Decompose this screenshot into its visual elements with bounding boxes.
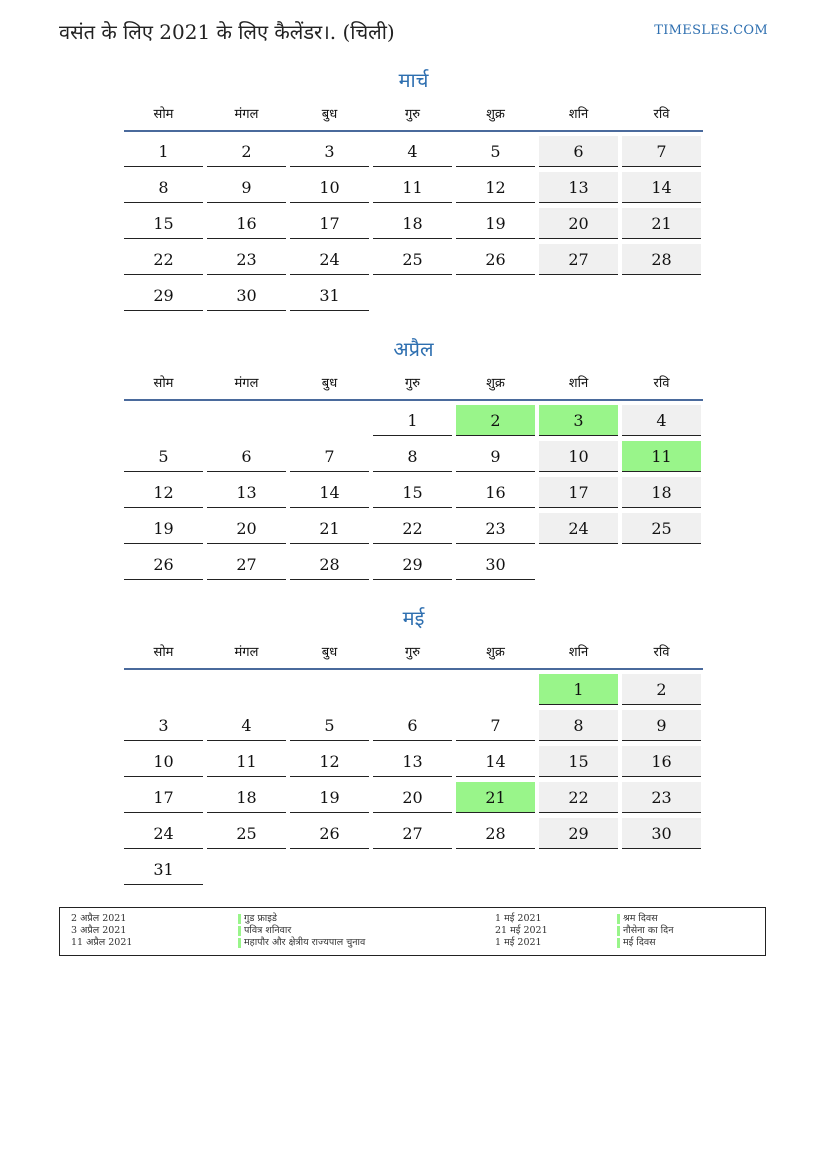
weekday-label: गुरु [404,645,421,660]
legend-holiday-name: महापौर और क्षेत्रीय राज्यपाल चुनाव [238,937,365,949]
day-cell[interactable]: 13 [207,477,286,508]
day-cell[interactable]: 24 [124,818,203,849]
day-cell[interactable]: 31 [124,854,203,885]
page-title: वसंत के लिए 2021 के लिए कैलेंडर।. (चिली) [59,20,395,44]
day-cell[interactable]: 11 [622,441,701,472]
day-cell[interactable]: 29 [539,818,618,849]
day-cell[interactable]: 25 [622,513,701,544]
empty-cell [290,674,369,705]
day-cell[interactable]: 3 [539,405,618,436]
day-cell[interactable]: 22 [373,513,452,544]
weekday-label: सोम [153,376,174,391]
empty-cell [456,674,535,705]
weekday-label: रवि [653,107,670,122]
holiday-legend [59,907,766,956]
weekday-label: शनि [568,107,589,122]
day-cell[interactable]: 10 [290,172,369,203]
day-cell[interactable]: 26 [456,244,535,275]
day-cell[interactable]: 4 [207,710,286,741]
day-cell[interactable]: 9 [622,710,701,741]
day-cell[interactable]: 21 [456,782,535,813]
day-cell[interactable]: 20 [373,782,452,813]
day-cell[interactable]: 15 [124,208,203,239]
weekday-label: मंगल [234,107,259,122]
weekday-label: मंगल [234,376,259,391]
day-cell[interactable]: 22 [539,782,618,813]
weekday-label: मंगल [234,645,259,660]
day-cell[interactable]: 24 [290,244,369,275]
day-cell[interactable]: 13 [539,172,618,203]
weekday-label: सोम [153,645,174,660]
day-cell[interactable]: 18 [622,477,701,508]
day-cell[interactable]: 6 [539,136,618,167]
day-grid [124,674,703,890]
legend-date: 11 अप्रैल 2021 [71,937,133,948]
legend-holiday-name: पवित्र शनिवार [238,925,291,937]
empty-cell [124,674,203,705]
legend-holiday-name: श्रम दिवस [617,913,658,925]
month-name: मई [402,606,425,630]
day-cell[interactable]: 17 [290,208,369,239]
day-grid [124,136,703,316]
day-cell[interactable]: 27 [539,244,618,275]
day-cell[interactable]: 27 [373,818,452,849]
day-cell[interactable]: 8 [124,172,203,203]
day-cell[interactable]: 17 [124,782,203,813]
month-march [124,66,703,316]
month-name: मार्च [398,68,429,92]
weekday-label: शुक्र [486,107,505,122]
day-cell[interactable]: 7 [290,441,369,472]
day-cell[interactable]: 20 [207,513,286,544]
day-cell[interactable]: 22 [124,244,203,275]
day-cell[interactable]: 28 [622,244,701,275]
day-cell[interactable]: 6 [207,441,286,472]
day-cell[interactable]: 26 [290,818,369,849]
empty-cell [207,674,286,705]
empty-cell [290,405,369,436]
day-cell[interactable]: 10 [539,441,618,472]
day-cell[interactable]: 23 [622,782,701,813]
day-cell[interactable]: 3 [124,710,203,741]
day-cell[interactable]: 31 [290,280,369,311]
day-cell[interactable]: 4 [622,405,701,436]
day-cell[interactable]: 23 [207,244,286,275]
weekday-label: गुरु [404,107,421,122]
day-cell[interactable]: 12 [124,477,203,508]
month-name: अप्रैल [393,337,434,361]
day-cell[interactable]: 18 [207,782,286,813]
legend-holiday-name: मई दिवस [617,937,656,949]
legend-holiday-name: गुड फ्राइडे [238,913,277,925]
day-cell[interactable]: 30 [622,818,701,849]
empty-cell [373,674,452,705]
day-cell[interactable]: 2 [622,674,701,705]
weekday-header [124,644,703,670]
day-cell[interactable]: 14 [290,477,369,508]
legend-holiday-name: नौसेना का दिन [617,925,673,937]
weekday-label: बुध [321,376,338,391]
day-cell[interactable]: 29 [124,280,203,311]
legend-date: 21 मई 2021 [495,925,548,936]
day-cell[interactable]: 2 [207,136,286,167]
day-cell[interactable]: 6 [373,710,452,741]
day-cell[interactable]: 27 [207,549,286,580]
day-cell[interactable]: 14 [456,746,535,777]
day-cell[interactable]: 19 [290,782,369,813]
month-april [124,335,703,585]
day-cell[interactable]: 5 [124,441,203,472]
day-cell[interactable]: 23 [456,513,535,544]
day-cell[interactable]: 16 [622,746,701,777]
day-cell[interactable]: 18 [373,208,452,239]
day-cell[interactable]: 1 [373,405,452,436]
day-cell[interactable]: 21 [290,513,369,544]
day-cell[interactable]: 3 [290,136,369,167]
day-cell[interactable]: 16 [456,477,535,508]
day-grid [124,405,703,585]
day-cell[interactable]: 9 [456,441,535,472]
weekday-label: गुरु [404,376,421,391]
day-cell[interactable]: 30 [207,280,286,311]
day-cell[interactable]: 28 [290,549,369,580]
day-cell[interactable]: 15 [373,477,452,508]
day-cell[interactable]: 10 [124,746,203,777]
weekday-label: सोम [153,107,174,122]
weekday-label: शुक्र [486,376,505,391]
empty-cell [207,405,286,436]
legend-date: 3 अप्रैल 2021 [71,925,127,936]
weekday-header [124,106,703,132]
day-cell[interactable]: 20 [539,208,618,239]
day-cell[interactable]: 21 [622,208,701,239]
day-cell[interactable]: 14 [622,172,701,203]
day-cell[interactable]: 7 [456,710,535,741]
day-cell[interactable]: 30 [456,549,535,580]
day-cell[interactable]: 26 [124,549,203,580]
day-cell[interactable]: 1 [539,674,618,705]
empty-cell [124,405,203,436]
day-cell[interactable]: 2 [456,405,535,436]
day-cell[interactable]: 9 [207,172,286,203]
day-cell[interactable]: 25 [373,244,452,275]
site-link[interactable]: TIMESLES.COM [654,23,768,38]
day-cell[interactable]: 25 [207,818,286,849]
day-cell[interactable]: 15 [539,746,618,777]
day-cell[interactable]: 16 [207,208,286,239]
month-may [124,604,703,890]
day-cell[interactable]: 11 [373,172,452,203]
day-cell[interactable]: 7 [622,136,701,167]
weekday-label: शुक्र [486,645,505,660]
day-cell[interactable]: 28 [456,818,535,849]
day-cell[interactable]: 19 [124,513,203,544]
weekday-label: शनि [568,376,589,391]
day-cell[interactable]: 1 [124,136,203,167]
weekday-header [124,375,703,401]
day-cell[interactable]: 8 [539,710,618,741]
day-cell[interactable]: 13 [373,746,452,777]
day-cell[interactable]: 5 [290,710,369,741]
day-cell[interactable]: 24 [539,513,618,544]
legend-date: 1 मई 2021 [495,937,542,948]
day-cell[interactable]: 17 [539,477,618,508]
weekday-label: बुध [321,645,338,660]
weekday-label: बुध [321,107,338,122]
day-cell[interactable]: 12 [456,172,535,203]
weekday-label: शनि [568,645,589,660]
day-cell[interactable]: 12 [290,746,369,777]
day-cell[interactable]: 19 [456,208,535,239]
day-cell[interactable]: 29 [373,549,452,580]
weekday-label: रवि [653,645,670,660]
legend-date: 1 मई 2021 [495,913,542,924]
weekday-label: रवि [653,376,670,391]
day-cell[interactable]: 4 [373,136,452,167]
legend-date: 2 अप्रैल 2021 [71,913,127,924]
day-cell[interactable]: 11 [207,746,286,777]
day-cell[interactable]: 8 [373,441,452,472]
day-cell[interactable]: 5 [456,136,535,167]
